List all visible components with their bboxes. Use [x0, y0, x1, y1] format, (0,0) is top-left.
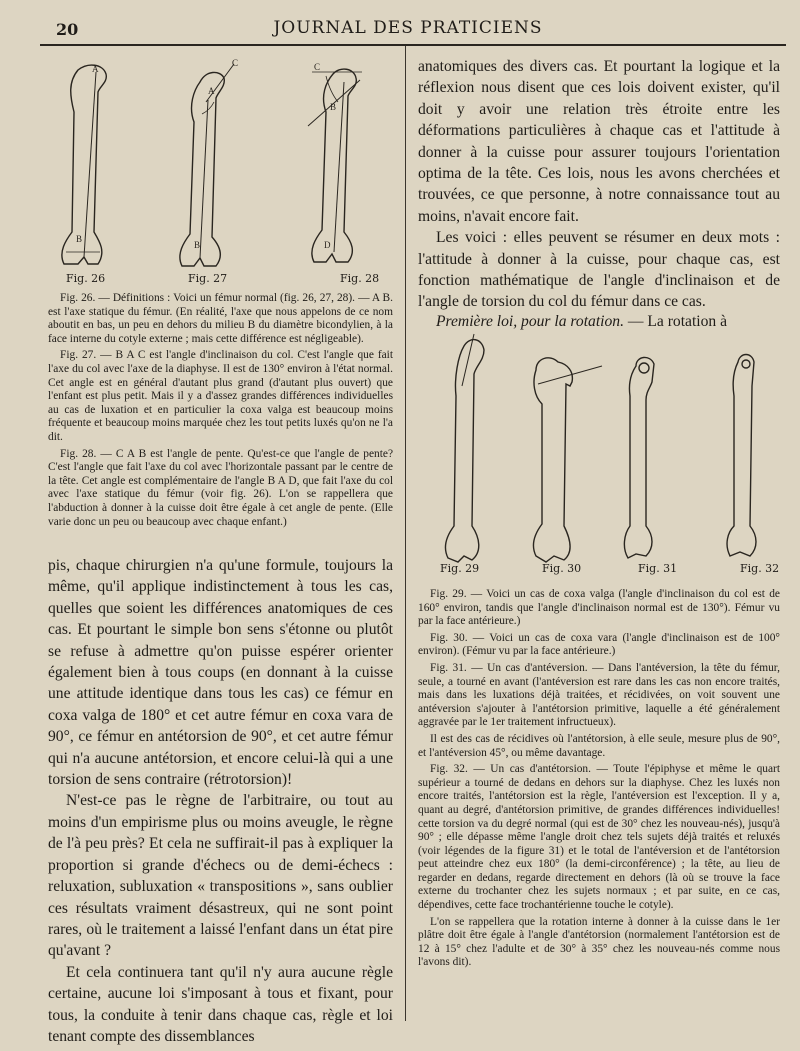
left-paragraph-2: N'est-ce pas le règne de l'arbitraire, ou tout au moins d'un empirisme plus ou moins aveugle, le règne de l'à peu près? Et cela ne suffirait-il pas à expliquer la proportion si grande d'échecs ou de demi-échecs : reluxation, subluxation « transpositions », sans oublier ces résultats vraiment désastreux, qui ne sont point rares, où le traitement a laissé l'enfant dans un état pire qu'avant ? [48, 792, 393, 960]
svg-text:B: B [76, 234, 83, 244]
column-divider [405, 46, 406, 1021]
fig-28-label: Fig. 28 [340, 272, 380, 285]
page-number: 20 [56, 20, 79, 39]
caption-rotation-note: L'on se rappellera que la rotation interne à donner à la cuisse dans le 1er plâtre doit être égale à l'angle d'antétorsion (normalement l'antétorsion est de 12 à 15° chez l'adulte et de 30° à 35° chez les nouveau-nés comme nous l'avons dit). [418, 915, 780, 969]
svg-text:C: C [314, 62, 321, 72]
fig-30-label: Fig. 30 [542, 562, 582, 575]
page-header [40, 14, 776, 44]
right-paragraph-2: Les voici : elles peuvent se résumer en deux mots : l'attitude à donner à la cuisse, pour chaque cas, est fonction mathématique de l'angle d'inclinaison et de l'angle de torsion du col du fémur dans ce cas. [418, 229, 780, 311]
svg-text:B: B [194, 240, 201, 250]
caption-fig-29: Fig. 29. — Voici un cas de coxa valga (l'angle d'inclinaison du col est de 160° environ, tandis que l'angle d'inclinaison normal est de 130°). Fémur vu par la face antérieure.) [418, 588, 780, 628]
caption-fig-26: Fig. 26. — Définitions : Voici un fémur normal (fig. 26, 27, 28). — A B. est l'axe statique du fémur. (En réalité, l'axe que nous appelons de ce nom aboutit en bas, un peu en dehors du milieu B du diamètre bicondylien, à la face interne du cotyle externe ; mais cette différence est négligeable). [48, 292, 393, 345]
left-paragraph-3: Et cela continuera tant qu'il n'y aura aucune règle certaine, aucune loi s'imposant à tous et fixant, pour tous, la conduite à tenir dans chaque cas, règle et loi tenant compte des dissemblances [48, 963, 393, 1045]
right-captions [418, 588, 780, 973]
caption-fig-28: Fig. 28. — C A B est l'angle de pente. Qu'est-ce que l'angle de pente? C'est l'angle que fait l'axe du col avec l'horizontale passant par le centre de la tête. Cet angle est complémentaire de l'angle B A D, que fait l'axe du col avec l'axe statique du fémur (voir fig. 26). L'on se rappellera que l'abduction à donner à la cuisse doit être égale à cet angle de pente. (Elle varie donc un peu ou beaucoup avec chaque enfant.) [48, 447, 393, 528]
left-body-text [48, 555, 393, 1047]
svg-text:C: C [232, 58, 239, 68]
femur-drawings-top [48, 52, 393, 292]
femur-drawings-mid [418, 326, 780, 580]
right-paragraph-1: anatomiques des divers cas. Et pourtant la logique et la réflexion nous disent que ces lois doivent exister, qu'il doit y avoir une relation très étroite entre les déformations particulières à chaque cas et l'attitude à donner à la cuisse pour assurer toujours l'orientation optima de la tête. Ces lois, nous les avons cherchées et trouvées, ce que personne, à notre connaissance tout au moins, n'avait encore fait. [418, 58, 780, 225]
caption-fig-32: Fig. 32. — Un cas d'antétorsion. — Toute l'épiphyse et même le quart supérieur a tourné de dedans en dehors sur la diaphyse. Chez les luxés non encore traités, l'antétorsion est la règle, l'antéversion est l'exception. Il y a, quant au degré, d'antétorsion primitive, de grandes différences individuelles! cette torsion va du degré normal (qui est de 30° chez les nouveau-nés), jusqu'à 90° ; elle dépasse même l'angle droit chez tels sujets déjà traités et reluxés (voir légendes de la figure 31) et le total de l'antéversion et de l'antétorsion peut atteindre chez eux 180° (la demi-circonférence) ; la tête, au lieu de regarder en dedans, regarde directement en dehors (là où se trouve la face externe du trochanter chez les sujets normaux ; et par suite, en ce cas, dépendives, cette face trochantérienne touche le cotyle). [418, 763, 780, 912]
caption-fig-31-cont: Il est des cas de récidives où l'antétorsion, à elle seule, mesure plus de 90°, et l'antéversion 45°, ou même davantage. [418, 732, 780, 759]
caption-fig-31: Fig. 31. — Un cas d'antéversion. — Dans l'antéversion, la tête du fémur, seule, a tourné en avant (l'antéversion est rare dans les cas non encore traités, mais dans les luxations déjà traitées, et récidivées, on voit souvent une antéversion s'ajouter à l'antétorsion primitive, laquelle a été généralement aggravée par le 1er traitement infructueux). [418, 661, 780, 729]
femur-figures-29-32 [418, 326, 780, 580]
svg-text:A: A [208, 86, 215, 96]
fig-27-label: Fig. 27 [188, 272, 228, 285]
svg-text:B: B [330, 102, 337, 112]
section-title: Première loi, pour la rotation. [436, 312, 624, 330]
section-title-rest: — La rotation à [623, 312, 728, 330]
fig-31-label: Fig. 31 [638, 562, 678, 575]
journal-title: JOURNAL DES PRATICIENS [273, 18, 543, 38]
caption-fig-30: Fig. 30. — Voici un cas de coxa vara (l'angle d'inclinaison est de 100° environ). (Fémur vu par la face antérieure.) [418, 631, 780, 658]
right-body-text [418, 56, 780, 331]
caption-fig-27: Fig. 27. — B A C est l'angle d'inclinaison du col. C'est l'angle que fait l'axe du col avec l'axe de la diaphyse. Il est de 130° environ à l'état normal. Cet angle est en général d'autant plus grand (d'autant plus ouvert) que l'enfant est plus petit. Mais il y a d'assez grandes différences individuelles au cas de luxation et en particulier la coxa valga est beaucoup moins fréquente et beaucoup moins marquée chez les tout petits luxés qu'on ne l'a dit. [48, 349, 393, 443]
svg-text:D: D [324, 240, 331, 250]
left-captions [48, 292, 393, 532]
fig-29-label: Fig. 29 [440, 562, 480, 575]
svg-text:A: A [92, 64, 99, 74]
fig-26-label: Fig. 26 [66, 272, 106, 285]
header-rule [40, 44, 786, 46]
fig-32-label: Fig. 32 [740, 562, 780, 575]
femur-figures-26-28 [48, 52, 393, 292]
left-paragraph-1: pis, chaque chirurgien n'a qu'une formule, toujours la même, qu'il applique indistinctement à tous les cas, quelles que soient les différences anatomiques de ces cas. Et pourtant le simple bon sens s'étonne ou plutôt se refuse à admettre qu'on puisse espérer orienter également bien à tous coups (en donnant à la cuisse une attitude identique dans tous les cas) ce fémur en coxa valga de 180° et cet autre fémur en coxa vara de 90°, ce fémur en antétorsion de 90°, et cet autre fémur qui n'a aucune antétorsion, et encore celui-là qui a une torsion de sens contraire (rétrotorsion)! [48, 557, 393, 789]
